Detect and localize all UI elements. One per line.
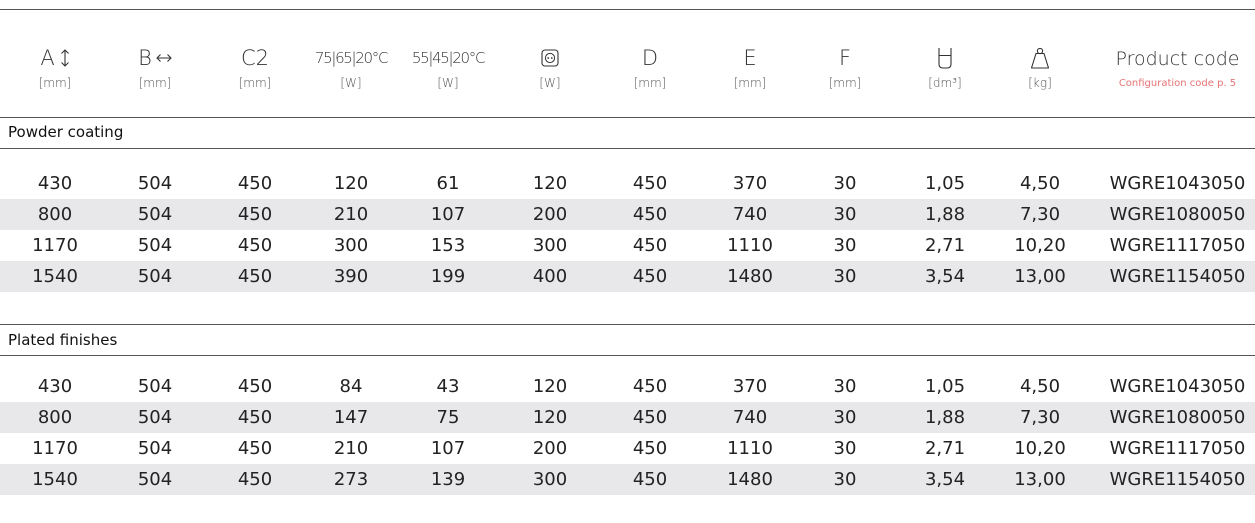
cell-c2: 450 [237,438,273,459]
header-b [120,32,190,102]
cell-b: 504 [137,204,173,225]
header-d-label: D [641,45,659,70]
cell-a: 800 [37,204,73,225]
cell-d: 450 [632,438,668,459]
cell-weight: 13,00 [1014,469,1066,490]
cell-f: 30 [833,407,857,428]
header-c2 [220,32,290,102]
cell-product-code: WGRE1117050 [1109,235,1246,256]
cell-product-code: WGRE1154050 [1109,469,1246,490]
cell-output-55: 107 [430,204,466,225]
table-row [0,371,1255,402]
cell-c2: 450 [237,235,273,256]
cell-weight: 10,20 [1014,438,1066,459]
header-temp-55-unit: [W] [437,75,459,90]
table-row [0,230,1255,261]
cell-electric: 200 [532,204,568,225]
section-title-powder-coating: Powder coating [8,123,124,141]
cell-output-75: 273 [333,469,369,490]
header-temp-75-unit: [W] [340,75,362,90]
water-capacity-icon [937,47,953,69]
cell-d: 450 [632,407,668,428]
cell-product-code: WGRE1117050 [1109,438,1246,459]
header-e-label: E [743,45,757,70]
cell-product-code: WGRE1154050 [1109,266,1246,287]
section-title-plated-finishes: Plated finishes [8,331,118,349]
cell-f: 30 [833,235,857,256]
cell-b: 504 [137,266,173,287]
cell-b: 504 [137,376,173,397]
cell-output-55: 107 [430,438,466,459]
cell-c2: 450 [237,266,273,287]
divider [0,324,1255,325]
header-electric-unit: [W] [539,75,561,90]
cell-output-75: 390 [333,266,369,287]
cell-output-55: 43 [436,376,460,397]
cell-capacity: 1,88 [924,407,966,428]
cell-electric: 120 [532,173,568,194]
header-weight [1005,32,1075,102]
cell-e: 370 [732,173,768,194]
cell-e: 370 [732,376,768,397]
header-b-label: B [138,45,152,70]
cell-f: 30 [833,376,857,397]
cell-f: 30 [833,469,857,490]
cell-f: 30 [833,173,857,194]
cell-capacity: 2,71 [924,438,966,459]
header-d-unit: [mm] [633,75,667,90]
table-row [0,168,1255,199]
table-row [0,199,1255,230]
header-temp-75-label: 75|65|20°C [314,48,388,67]
cell-b: 504 [137,438,173,459]
cell-product-code: WGRE1043050 [1109,173,1246,194]
electric-socket-icon [541,49,559,67]
header-f-unit: [mm] [828,75,862,90]
weight-icon [1030,47,1050,69]
cell-b: 504 [137,235,173,256]
header-e [715,32,785,102]
header-a-unit: [mm] [38,75,72,90]
configuration-code-note: Configuration code p. 5 [1118,77,1237,89]
cell-a: 430 [37,376,73,397]
section-header-plated-finishes [0,326,1255,353]
cell-output-75: 84 [339,376,363,397]
cell-output-75: 147 [333,407,369,428]
header-a [20,32,90,102]
section-header-powder-coating [0,118,1255,145]
cell-c2: 450 [237,204,273,225]
cell-e: 1480 [727,469,773,490]
cell-d: 450 [632,235,668,256]
table-row [0,402,1255,433]
cell-output-75: 210 [333,204,369,225]
cell-a: 430 [37,173,73,194]
cell-f: 30 [833,438,857,459]
cell-output-55: 61 [436,173,460,194]
cell-electric: 300 [532,235,568,256]
cell-capacity: 1,05 [924,376,966,397]
cell-weight: 4,50 [1019,173,1061,194]
cell-electric: 400 [532,266,568,287]
cell-e: 740 [732,204,768,225]
header-f [810,32,880,102]
header-output-75-65-20 [306,32,396,102]
table-row [0,464,1255,495]
cell-electric: 120 [532,407,568,428]
cell-weight: 13,00 [1014,266,1066,287]
cell-a: 1540 [32,266,78,287]
top-rule [0,9,1255,10]
cell-capacity: 3,54 [924,266,966,287]
cell-capacity: 1,05 [924,173,966,194]
cell-product-code: WGRE1043050 [1109,376,1246,397]
table-row [0,433,1255,464]
cell-output-75: 210 [333,438,369,459]
cell-d: 450 [632,266,668,287]
cell-f: 30 [833,266,857,287]
cell-b: 504 [137,173,173,194]
header-b-unit: [mm] [138,75,172,90]
cell-e: 1480 [727,266,773,287]
cell-capacity: 1,88 [924,204,966,225]
cell-c2: 450 [237,173,273,194]
cell-d: 450 [632,173,668,194]
cell-electric: 200 [532,438,568,459]
header-capacity-unit: [dm³] [928,75,962,90]
cell-weight: 7,30 [1019,407,1061,428]
cell-electric: 300 [532,469,568,490]
cell-product-code: WGRE1080050 [1109,407,1246,428]
cell-c2: 450 [237,376,273,397]
cell-a: 1540 [32,469,78,490]
cell-capacity: 2,71 [924,235,966,256]
cell-output-55: 199 [430,266,466,287]
cell-d: 450 [632,469,668,490]
header-c2-label: C2 [240,45,270,70]
header-temp-55-label: 55|45|20°C [411,48,485,67]
header-weight-unit: [kg] [1028,75,1052,90]
header-electric [515,32,585,102]
header-output-55-45-20 [403,32,493,102]
cell-c2: 450 [237,469,273,490]
cell-product-code: WGRE1080050 [1109,204,1246,225]
divider [0,148,1255,149]
width-arrow-icon [156,53,172,63]
cell-f: 30 [833,204,857,225]
cell-d: 450 [632,376,668,397]
cell-output-55: 75 [436,407,460,428]
height-arrow-icon [60,49,70,67]
header-capacity [905,32,985,102]
header-d [615,32,685,102]
cell-a: 1170 [32,235,78,256]
cell-output-75: 120 [333,173,369,194]
cell-output-55: 139 [430,469,466,490]
cell-b: 504 [137,407,173,428]
cell-b: 504 [137,469,173,490]
cell-a: 1170 [32,438,78,459]
cell-weight: 10,20 [1014,235,1066,256]
cell-d: 450 [632,204,668,225]
cell-weight: 7,30 [1019,204,1061,225]
cell-e: 1110 [727,438,773,459]
header-a-label: A [40,45,55,70]
header-e-unit: [mm] [733,75,767,90]
header-row [0,32,1255,102]
cell-output-75: 300 [333,235,369,256]
header-f-label: F [838,45,852,70]
cell-output-55: 153 [430,235,466,256]
cell-electric: 120 [532,376,568,397]
cell-weight: 4,50 [1019,376,1061,397]
table-row [0,261,1255,292]
header-product-code [1105,32,1250,102]
cell-e: 1110 [727,235,773,256]
cell-c2: 450 [237,407,273,428]
header-c2-unit: [mm] [238,75,272,90]
header-product-code-label: Product code [1115,47,1240,70]
cell-e: 740 [732,407,768,428]
divider [0,355,1255,356]
cell-capacity: 3,54 [924,469,966,490]
cell-a: 800 [37,407,73,428]
